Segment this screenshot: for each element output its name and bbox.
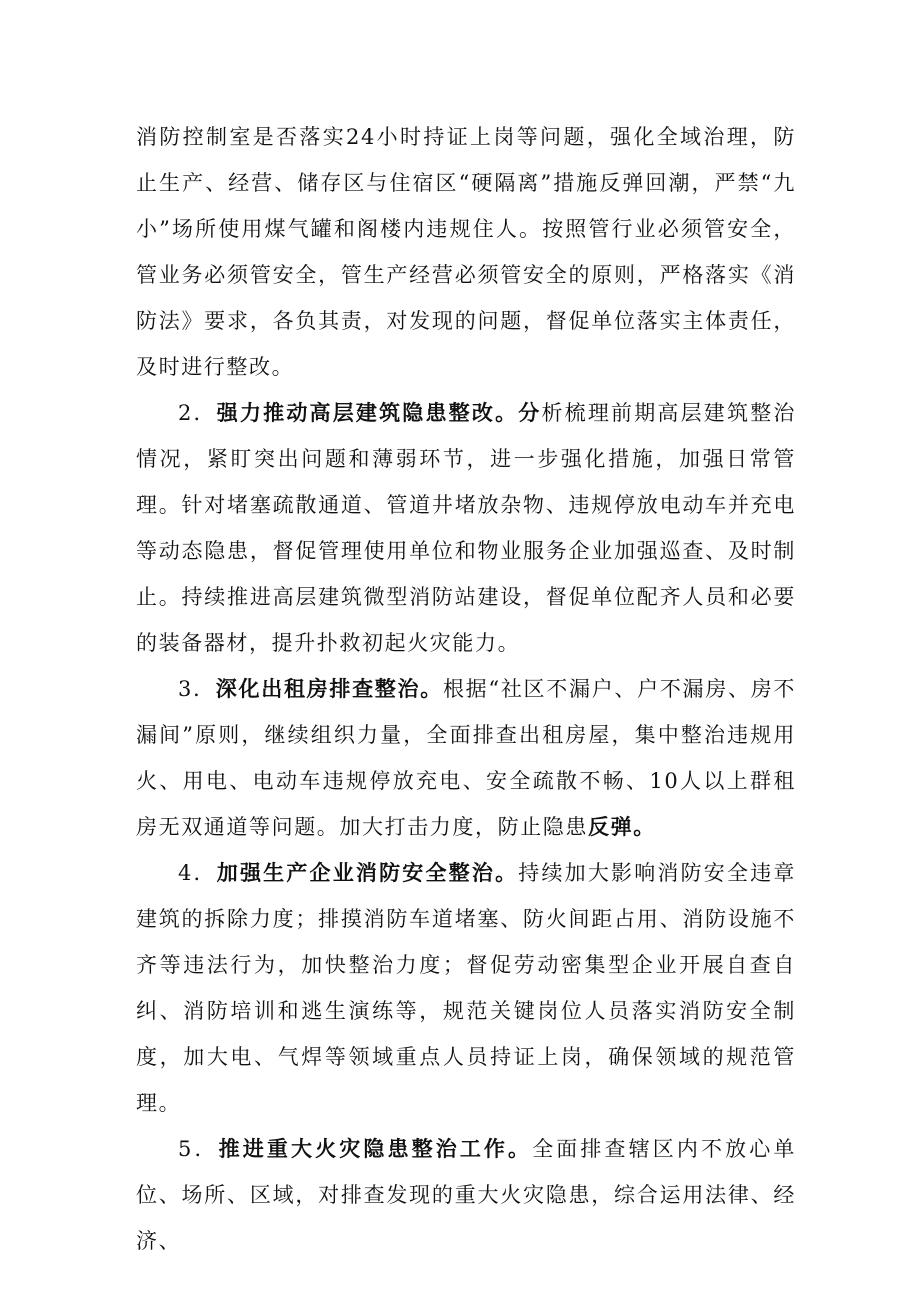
paragraph-body: 消防控制室是否落实24小时持证上岗等问题，强化全域治理，防止生产、经营、储存区与住宿区“硬隔离”措施反弹回潮，严禁“九小”场所使用煤气罐和阁楼内违规住人。按照管行业必须管安全，管业务必须管安全，管生产经营必须管安全的原则，严格落实《消防法》要求，各负其责，对发现的问题，督促单位落实主体责任，及时进行整改。: [136, 125, 796, 379]
paragraph-number: 4．: [178, 861, 217, 885]
paragraph-5: [136, 1126, 796, 1264]
paragraph-tail-bold: 反弹。: [588, 814, 656, 839]
paragraph-2: [136, 390, 796, 666]
paragraph-heading: 强力推动高层建筑隐患整改。分: [216, 400, 542, 425]
paragraph-number: 2．: [178, 401, 217, 425]
paragraph-heading: 深化出租房排查整治。: [215, 676, 443, 701]
paragraph-number: 3．: [178, 677, 216, 701]
paragraph-continuation: [136, 114, 796, 390]
paragraph-body: 根据“社区不漏户、户不漏房、房不漏间”原则，继续组织力量，全面排查出租房屋，集中整治违规用火、用电、电动车违规停放充电、安全疏散不畅、10人以上群租房无双通道等问题。加大打击力度，防止隐患: [136, 677, 797, 839]
paragraph-body: 全面排查辖区内不放心单位、场所、区域，对排查发现的重大火灾隐患，综合运用法律、经济、: [136, 1137, 796, 1253]
paragraph-heading: 推进重大火灾隐患整治工作。: [218, 1136, 533, 1161]
paragraph-3: [136, 666, 796, 850]
paragraph-4: [136, 850, 796, 1126]
paragraph-number: 5．: [178, 1137, 219, 1161]
paragraph-body: 析梳理前期高层建筑整治情况，紧盯突出问题和薄弱环节，进一步强化措施，加强日常管理。针对堵塞疏散通道、管道井堵放杂物、违规停放电动车并充电等动态隐患，督促管理使用单位和物业服务企业加强巡查、及时制止。持续推进高层建筑微型消防站建设，督促单位配齐人员和必要的装备器材，提升扑救初起火灾能力。: [136, 401, 796, 655]
paragraph-body: 持续加大影响消防安全违章建筑的拆除力度；排摸消防车道堵塞、防火间距占用、消防设施不齐等违法行为，加快整治力度；督促劳动密集型企业开展自查自纠、消防培训和逃生演练等，规范关键岗位人员落实消防安全制度，加大电、气焊等领域重点人员持证上岗，确保领域的规范管理。: [136, 861, 796, 1115]
paragraph-heading: 加强生产企业消防安全整治。: [216, 860, 519, 885]
